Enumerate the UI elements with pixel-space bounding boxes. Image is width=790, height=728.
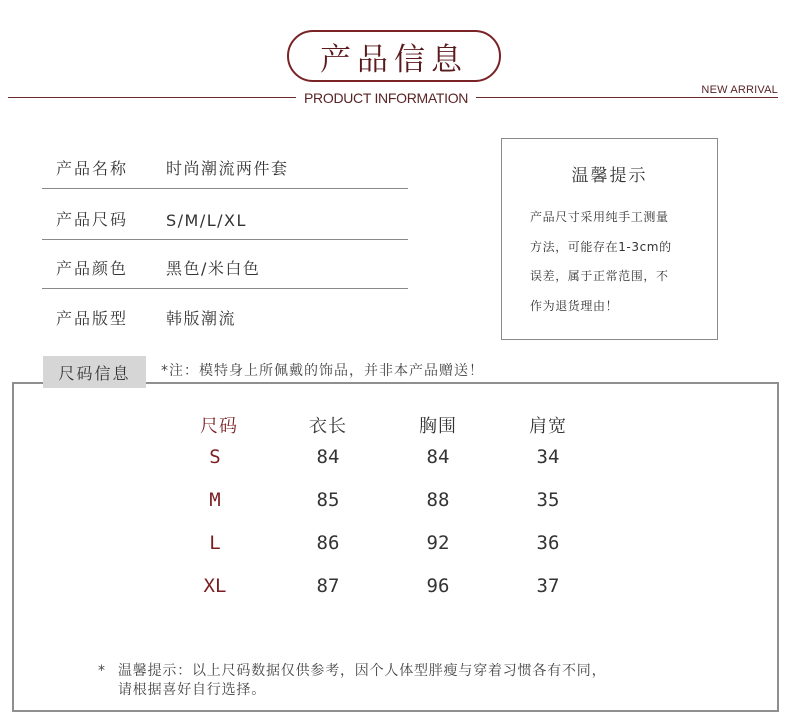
size-info-tab: 尺码信息 [43, 356, 146, 388]
size-cell: L [209, 532, 221, 554]
column-header-chest: 胸围 [419, 416, 457, 437]
header-subtitle: PRODUCT INFORMATION [296, 88, 476, 108]
table-cell: 35 [536, 489, 560, 511]
info-label: 产品尺码 [56, 210, 129, 229]
notice-title: 温馨提示 [571, 166, 648, 186]
notice-line: 误差，属于正常范围，不 [530, 269, 669, 283]
table-cell: 92 [426, 532, 450, 554]
table-cell: 86 [316, 532, 340, 554]
size-disclaimer [98, 662, 606, 700]
table-cell: 36 [536, 532, 560, 554]
disclaimer-line: 温馨提示：以上尺码数据仅供参考，因个人体型胖瘦与穿着习惯各有不同， [118, 663, 607, 679]
info-value: 韩版潮流 [166, 309, 237, 328]
disclaimer-line: 请根据喜好自行选择。 [118, 682, 266, 698]
column-header-length: 衣长 [309, 416, 347, 437]
info-label: 产品颜色 [56, 259, 129, 278]
table-cell: 88 [426, 489, 450, 511]
notice-line: 方法，可能存在1-3cm的 [530, 239, 672, 254]
info-row-color [42, 241, 408, 289]
notice-box [501, 138, 718, 340]
column-header-shoulder: 肩宽 [529, 416, 567, 437]
table-cell: 84 [316, 446, 340, 468]
table-cell: 37 [536, 575, 560, 597]
info-label: 产品版型 [56, 309, 129, 328]
info-value: 黑色/米白色 [166, 259, 261, 278]
notice-text [530, 203, 702, 321]
table-cell: 85 [316, 489, 340, 511]
notice-line: 产品尺寸采用纯手工测量 [530, 210, 669, 224]
table-cell: 84 [426, 446, 450, 468]
table-cell: 96 [426, 575, 450, 597]
info-value: S/M/L/XL [166, 211, 247, 230]
table-cell: 87 [316, 575, 340, 597]
new-arrival-badge: NEW ARRIVAL [701, 84, 778, 96]
info-value: 时尚潮流两件套 [166, 159, 289, 178]
info-label: 产品名称 [56, 159, 129, 178]
info-row-name [42, 141, 408, 189]
asterisk-icon: * [98, 663, 106, 679]
info-row-fit [42, 290, 408, 338]
column-header-size: 尺码 [200, 416, 238, 437]
table-cell: 34 [536, 446, 560, 468]
size-cell: S [209, 446, 221, 468]
info-row-size [42, 192, 408, 240]
notice-line: 作为退货理由！ [530, 298, 619, 313]
size-cell: M [209, 489, 221, 511]
accessory-note: *注：模特身上所佩戴的饰品，并非本产品赠送！ [161, 363, 484, 379]
size-cell: XL [203, 575, 227, 597]
page-title: 产品信息 [287, 30, 501, 82]
